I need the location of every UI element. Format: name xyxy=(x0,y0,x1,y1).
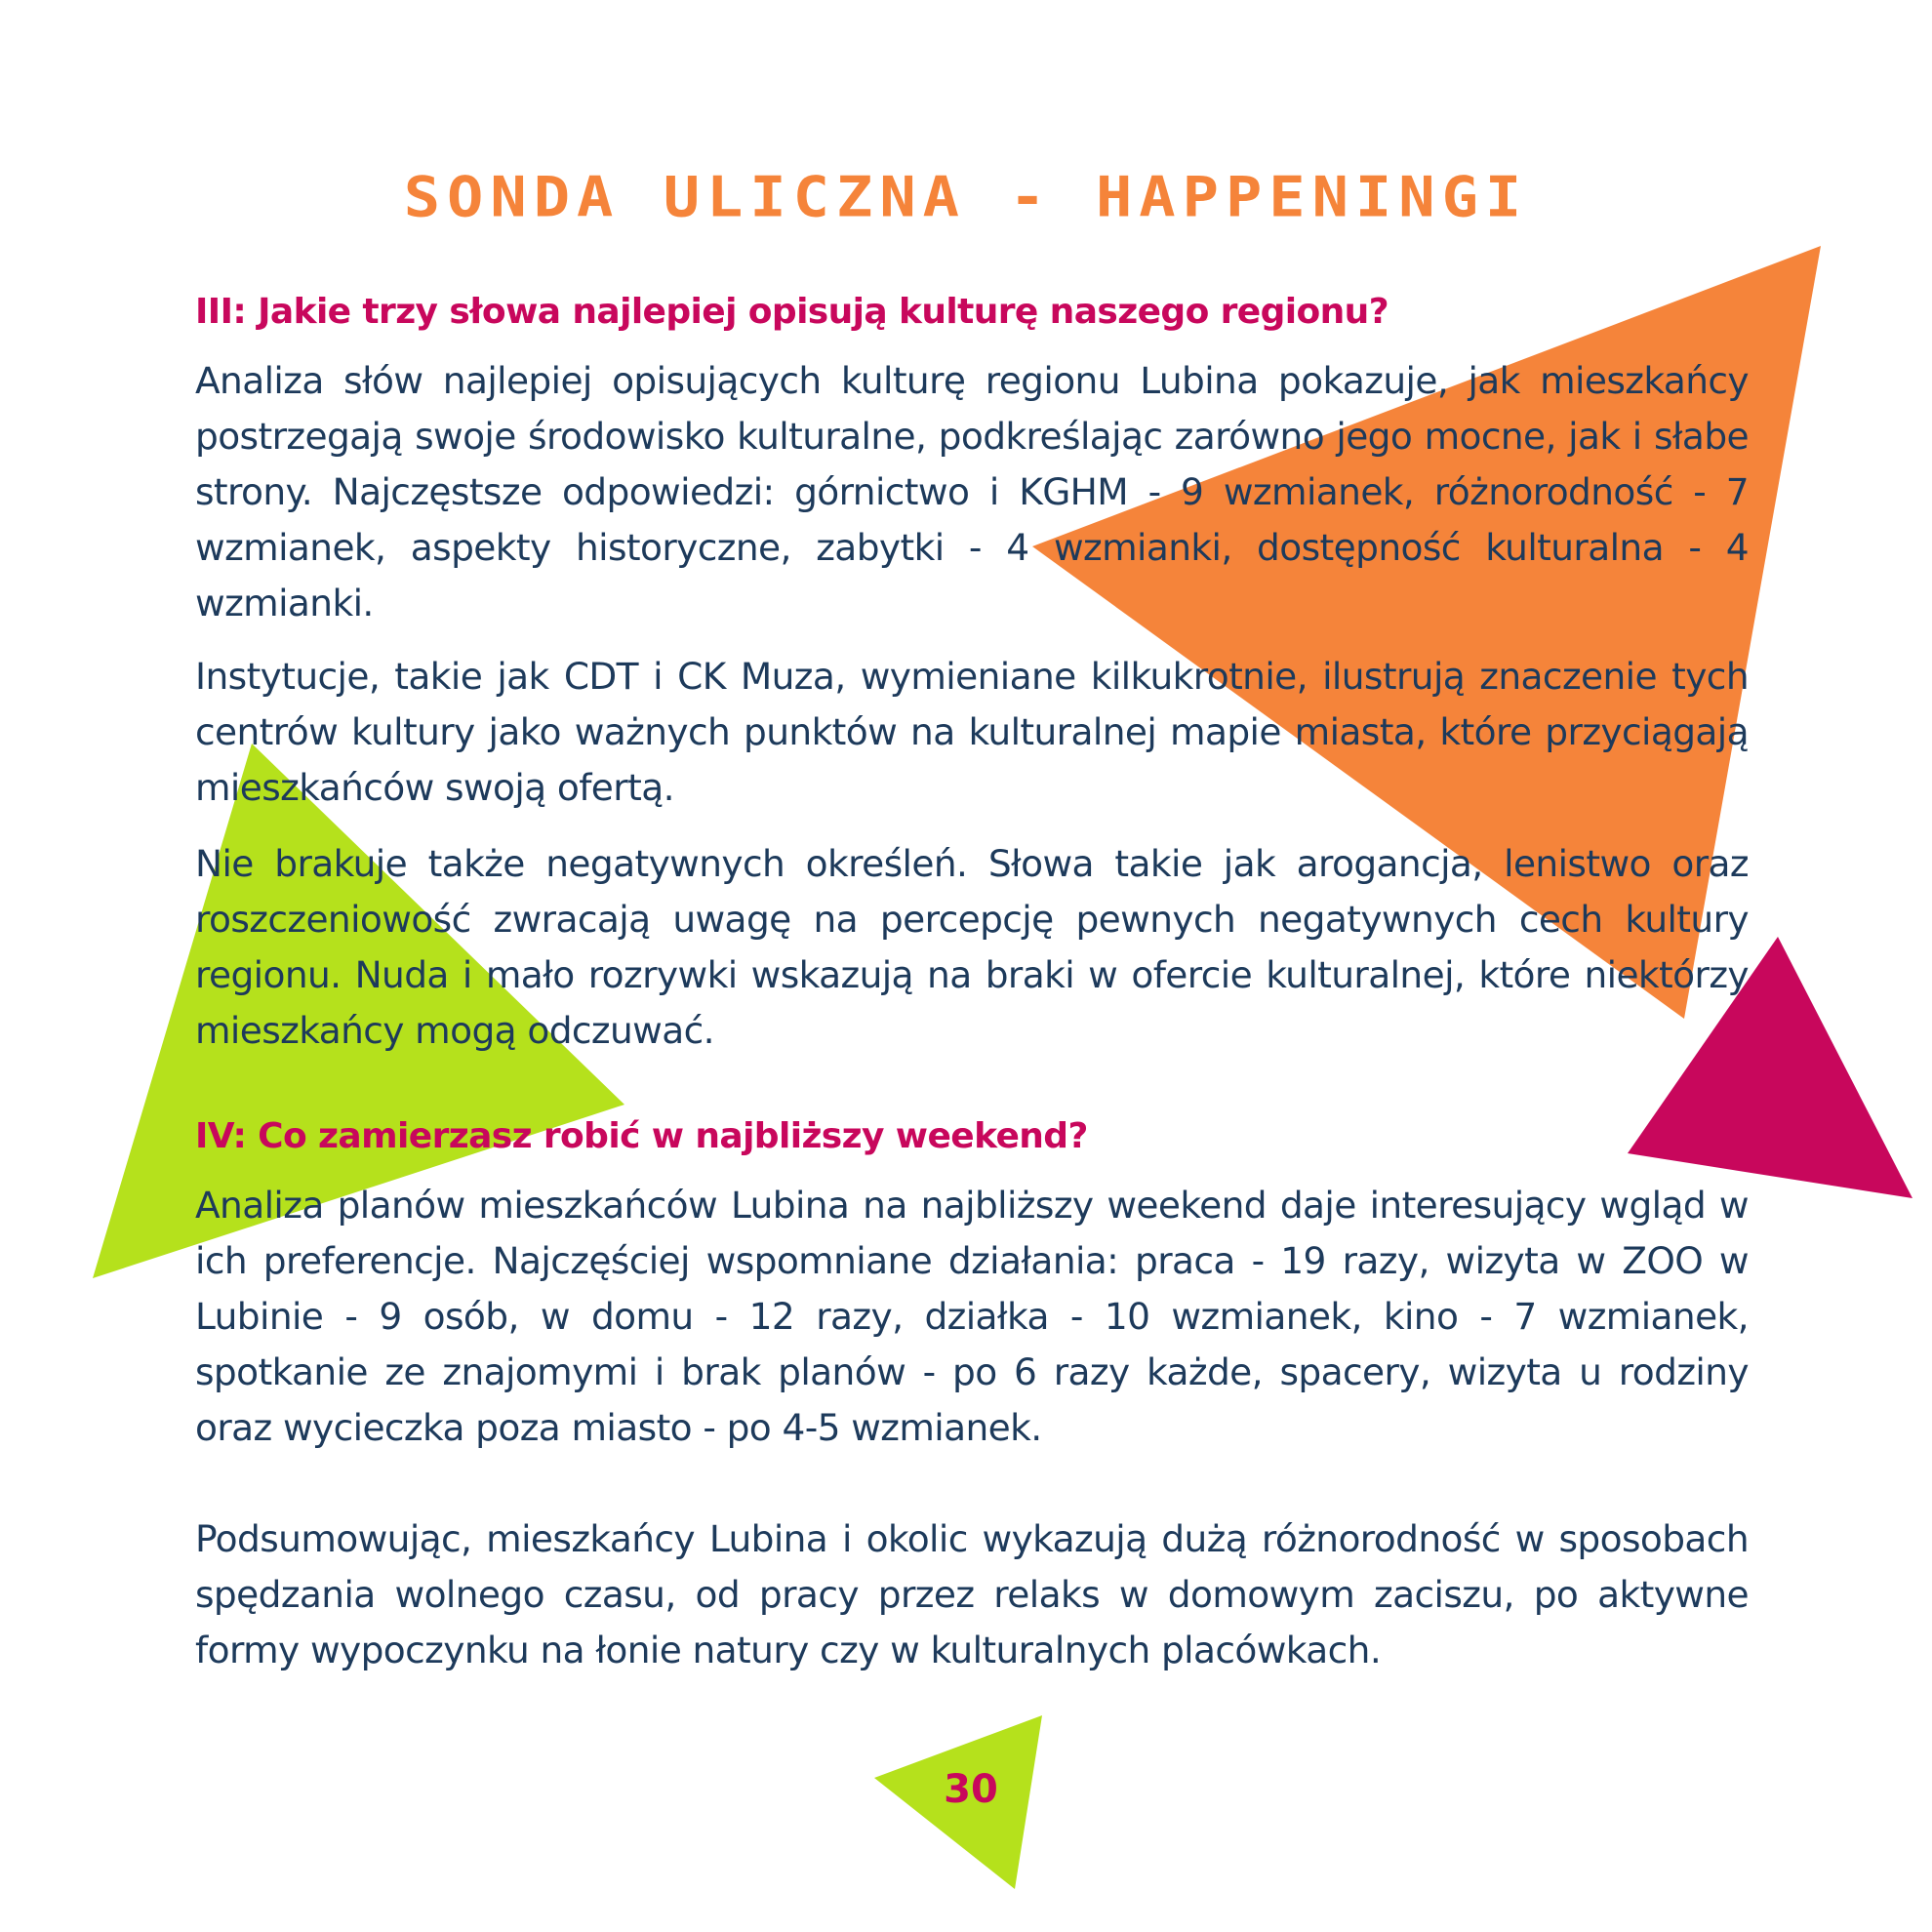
section-3-heading: III: Jakie trzy słowa najlepiej opisują kulturę naszego regionu? xyxy=(195,292,1389,332)
section-3-paragraph-1: Analiza słów najlepiej opisujących kulturę regionu Lubina pokazuje, jak mieszkańcy postrzegają swoje środowisko kulturalne, podkreślając zarówno jego mocne, jak i słabe strony. Najczęstsze odpowiedzi: górnictwo i KGHM - 9 wzmianek, różnorodność - 7 wzmianek, aspekty historyczne, zabytki - 4 wzmianki, dostępność kulturalna - 4 wzmianki. xyxy=(195,359,1749,624)
section-4-paragraph-2: Podsumowując, mieszkańcy Lubina i okolic wykazują dużą różnorodność w sposobach spędzania wolnego czasu, od pracy przez relaks w domowym zaciszu, po aktywne formy wypoczynku na łonie natury czy w kulturalnych placówkach. xyxy=(195,1517,1749,1671)
section-4-heading: IV: Co zamierzasz robić w najbliższy weekend? xyxy=(195,1116,1088,1156)
section-3-paragraph-2: Instytucje, takie jak CDT i CK Muza, wymieniane kilkukrotnie, ilustrują znaczenie tych centrów kultury jako ważnych punktów na kulturalnej mapie miasta, które przyciągają mieszkańców swoją ofertą. xyxy=(195,655,1749,809)
page-title: SONDA ULICZNA - HAPPENINGI xyxy=(403,163,1529,230)
section-3-paragraph-3: Nie brakuje także negatywnych określeń. Słowa takie jak arogancja, lenistwo oraz roszczeniowość zwracają uwagę na percepcję pewnych negatywnych cech kultury regionu. Nuda i mało rozrywki wskazują na braki w ofercie kulturalnej, które niektórzy mieszkańcy mogą odczuwać. xyxy=(195,842,1749,1052)
section-4-paragraph-1: Analiza planów mieszkańców Lubina na najbliższy weekend daje interesujący wgląd w ich preferencje. Najczęściej wspomniane działania: praca - 19 razy, wizyta w ZOO w Lubinie - 9 osób, w domu - 12 razy, działka - 10 wzmianek, kino - 7 wzmianek, spotkanie ze znajomymi i brak planów - po 6 razy każde, spacery, wizyta u rodziny oraz wycieczka poza miasto - po 4-5 wzmianek. xyxy=(195,1184,1749,1449)
page-number: 30 xyxy=(944,1767,998,1812)
